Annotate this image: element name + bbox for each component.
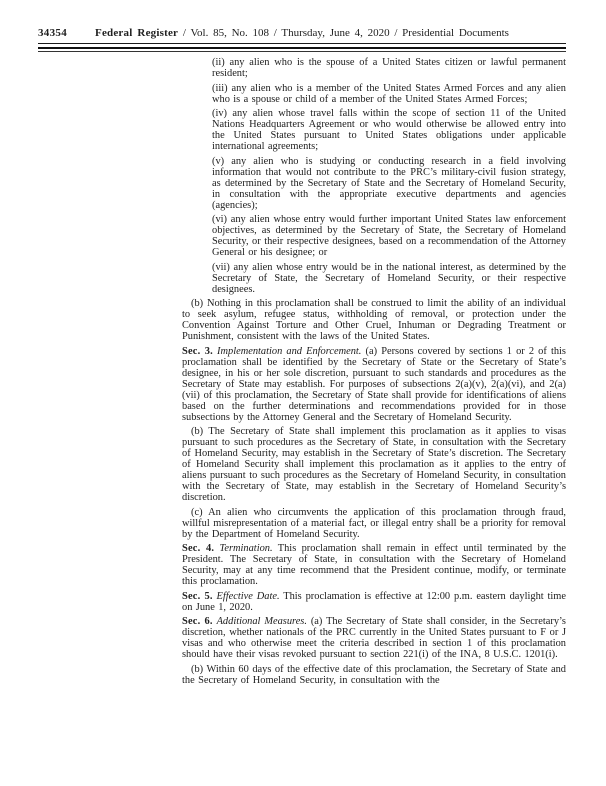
running-head: [38, 27, 566, 39]
section-title: Termination.: [219, 543, 273, 554]
paragraph: (ii) any alien who is the spouse of a United States citizen or lawful permanent resident;: [212, 57, 566, 79]
section-title: Effective Date.: [216, 590, 280, 602]
section-text: This proclamation shall remain in effect until terminated by the President. The Secretary of State, in consultation with the Secretary of Homeland Security, may at any time recommend that the President continue, modify, or terminate this proclamation.: [182, 543, 566, 587]
paragraph: (vii) any alien whose entry would be in the national interest, as determined by the Secretary of State, the Secretary of Homeland Security, or their respective designees.: [212, 261, 566, 295]
paragraph: (b) Within 60 days of the effective date of this proclamation, the Secretary of State and the Secretary of Homeland Security, in consultation with the: [182, 663, 566, 686]
paragraph: (iv) any alien whose travel falls within the scope of section 11 of the United Nations Headquarters Agreement or who would otherwise be allowed entry into the United States pursuant to United States obligations under applicable international agreements;: [212, 108, 566, 152]
page-header: [38, 27, 566, 43]
section-label: Sec. 6.: [182, 616, 213, 627]
page-number: 34354: [38, 27, 67, 39]
section-label: Sec. 5.: [182, 590, 213, 602]
paragraph: (vi) any alien whose entry would further important United States law enforcement objectives, as determined by the Secretary of State, the Secretary of Homeland Security, or their respective designees, based on a recommendation of the Attorney General or his designee; or: [212, 214, 566, 258]
section-paragraph: [182, 591, 566, 613]
section-text: (a) The Secretary of State shall consider, in the Secretary’s discretion, whether nationals of the PRC currently in the United States pursuant to F or J visas and who otherwise meet the criteria described in section 1 of this proclamation should have their visas revoked pursuant to section 221(i) of the INA, 8 U.S.C. 1201(i).: [182, 616, 566, 660]
section-paragraph: [182, 543, 566, 587]
journal-title: Federal Register: [95, 27, 179, 39]
section-text: (a) Persons covered by sections 1 or 2 of this proclamation shall be identified by the Secretary of State or the Secretary of State’s designee, in his or her sole discretion, pursuant to such standards and procedures as the Secretary of State may establish. For purposes of subsections 2(a)(v), 2(a)(vi), and 2(a)(vii) of this proclamation, the Secretary of State shall provide for identifications of aliens based on the further determinations and recommendations provided for in those subsections by the Attorney General and the Secretary of Homeland Security.: [182, 345, 566, 423]
issue-info: / Vol. 85, No. 108 / Thursday, June 4, 2020 / Presidential Documents: [182, 27, 509, 39]
paragraph: (b) The Secretary of State shall implement this proclamation as it applies to visas pursuant to such procedures as the Secretary of State, in consultation with the Secretary of Homeland Security, may establish in the Secretary of State’s discretion. The Secretary of Homeland Security shall implement this proclamation as it applies to the entry of aliens pursuant to such procedures as the Secretary of Homeland Security, in consultation with the Secretary of State, may establish in the Secretary of Homeland Security’s discretion.: [182, 426, 566, 503]
section-label: Sec. 3.: [182, 345, 213, 357]
section-title: Additional Measures.: [216, 616, 307, 627]
paragraph: (b) Nothing in this proclamation shall be construed to limit the ability of an individual to seek asylum, refugee status, withholding of removal, or protection under the Convention Against Torture and Other Cruel, Inhuman or Degrading Treatment or Punishment, consistent with the laws of the United States.: [182, 298, 566, 342]
section-paragraph: [182, 346, 566, 423]
header-rule-thin: [38, 43, 566, 44]
paragraph: (iii) any alien who is a member of the United States Armed Forces and any alien who is a spouse or child of a member of the United States Armed Forces;: [212, 82, 566, 105]
document-body: [182, 57, 566, 689]
paragraph: (v) any alien who is studying or conducting research in a field involving information that would not contribute to the PRC’s military-civil fusion strategy, as determined by the Secretary of State and the Secretary of Homeland Security, in consultation with the appropriate executive departments and agencies (agencies);: [212, 155, 566, 211]
section-text: This proclamation is effective at 12:00 p.m. eastern daylight time on June 1, 2020.: [182, 590, 566, 613]
header-rule-double: [38, 47, 566, 52]
paragraph: (c) An alien who circumvents the application of this proclamation through fraud, willful misrepresentation of a material fact, or illegal entry shall be a priority for removal by the Department of Homeland Security.: [182, 506, 566, 540]
section-label: Sec. 4.: [182, 543, 215, 554]
section-paragraph: [182, 616, 566, 660]
section-title: Implementation and Enforcement.: [217, 345, 362, 357]
